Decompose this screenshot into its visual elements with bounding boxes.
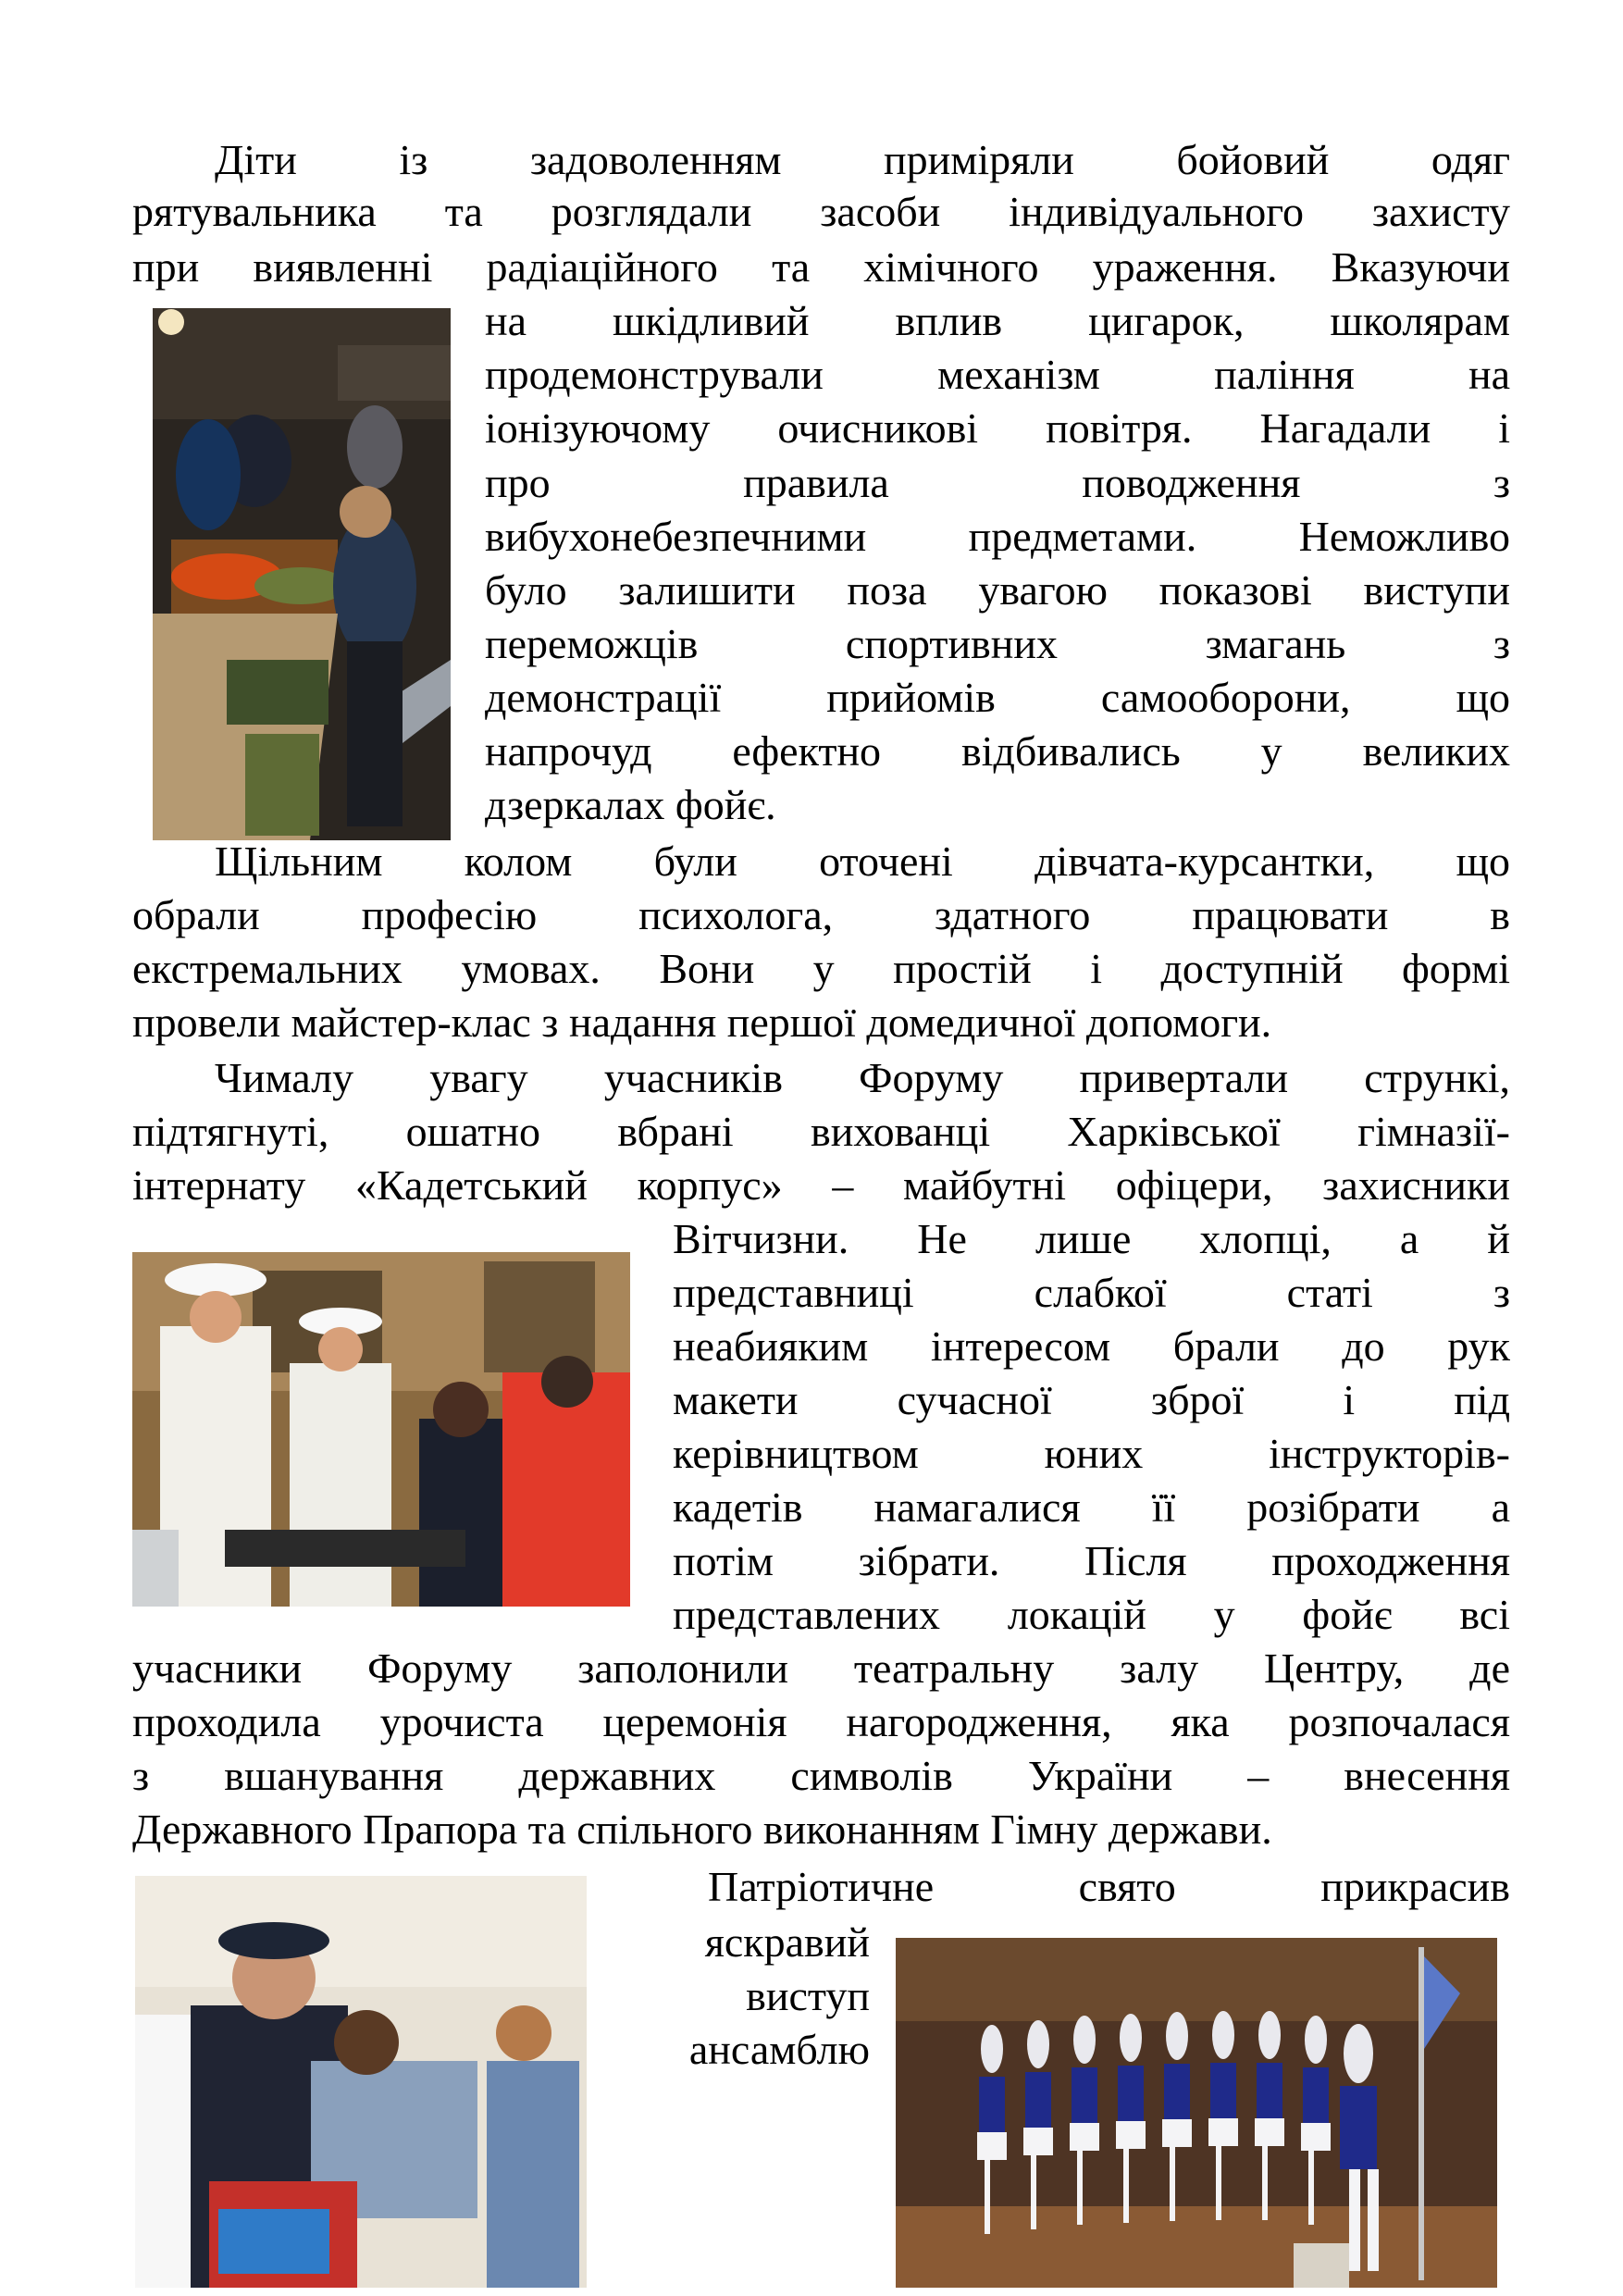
drum-majorettes-ensemble-photo (896, 1938, 1497, 2288)
paragraph-4-line: Патріотичне свято прикрасив (708, 1863, 1510, 1910)
paragraph-3-line: неабияким інтересом брали до рук (673, 1322, 1510, 1370)
paragraph-1-line: при виявленні радіаційного та хімічного ураження. Вказуючи (132, 243, 1510, 291)
paragraph-4-line: ансамблю (688, 2026, 870, 2073)
paragraph-4-line: яскравий (704, 1918, 870, 1966)
paragraph-1-line: дзеркалах фойє. (485, 781, 776, 828)
paragraph-2-line: Щільним колом були оточені дівчата-курсантки, що (215, 838, 1510, 885)
paragraph-3-line: з вшанування державних символів України – внесення (132, 1752, 1510, 1799)
paragraph-3-line: Чималу увагу учасників Форуму привертали стрункі, (215, 1054, 1510, 1101)
paragraph-1-line: Діти із задоволенням приміряли бойовий одяг (215, 136, 1510, 183)
paragraph-3-line: представлених локацій у фойє всі (673, 1591, 1510, 1638)
paragraph-4-line: виступ (746, 1972, 870, 2019)
paragraph-3-line: Державного Прапора та спільного виконанням Гімну держави. (132, 1806, 1272, 1853)
paragraph-1-line: іонізуючому очисникові повітря. Нагадали і (485, 404, 1510, 452)
paragraph-2-line: обрали професію психолога, здатного працювати в (132, 891, 1510, 938)
paragraph-1-line: про правила поводження з (485, 459, 1510, 506)
officer-awarding-girl-photo (135, 1876, 587, 2288)
paragraph-1-line: демонстрації прийомів самооборони, що (485, 674, 1510, 721)
paragraph-3-line: макети сучасної зброї і під (673, 1376, 1510, 1423)
paragraph-3-line: кадетів намагалися її розібрати а (673, 1483, 1510, 1531)
paragraph-1-line: було залишити поза увагою показові виступи (485, 566, 1510, 614)
paragraph-3-line: учасники Форуму заполонили театральну залу Центру, де (132, 1644, 1510, 1692)
paragraph-3-line: представниці слабкої статі з (673, 1269, 1510, 1316)
rescuer-equipment-exhibition-photo (153, 308, 451, 840)
paragraph-1-line: рятувальника та розглядали засоби індивідуального захисту (132, 188, 1510, 235)
paragraph-3-line: Вітчизни. Не лише хлопці, а й (673, 1215, 1510, 1262)
paragraph-3-line: інтернату «Кадетський корпус» – майбутні офіцери, захисники (132, 1161, 1510, 1209)
paragraph-1-line: переможців спортивних змагань з (485, 620, 1510, 667)
paragraph-3-line: підтягнуті, ошатно вбрані вихованці Харківської гімназії- (132, 1108, 1510, 1155)
paragraph-3-line: проходила урочиста церемонія нагородження, яка розпочалася (132, 1698, 1510, 1745)
paragraph-3-line: потім зібрати. Після проходження (673, 1537, 1510, 1584)
paragraph-2-line: екстремальних умовах. Вони у простій і доступній формі (132, 945, 1510, 992)
paragraph-1-line: продемонстрували механізм паління на (485, 351, 1510, 398)
paragraph-1-line: вибухонебезпечними предметами. Неможливо (485, 513, 1510, 560)
paragraph-2-line: провели майстер-клас з надання першої домедичної допомоги. (132, 999, 1272, 1046)
paragraph-3-line: керівництвом юних інструкторів- (673, 1430, 1510, 1477)
paragraph-1-line: на шкідливий вплив цигарок, школярам (485, 297, 1510, 344)
cadets-with-weapons-photo (132, 1252, 630, 1607)
paragraph-1-line: напрочуд ефектно відбивались у великих (485, 727, 1510, 775)
